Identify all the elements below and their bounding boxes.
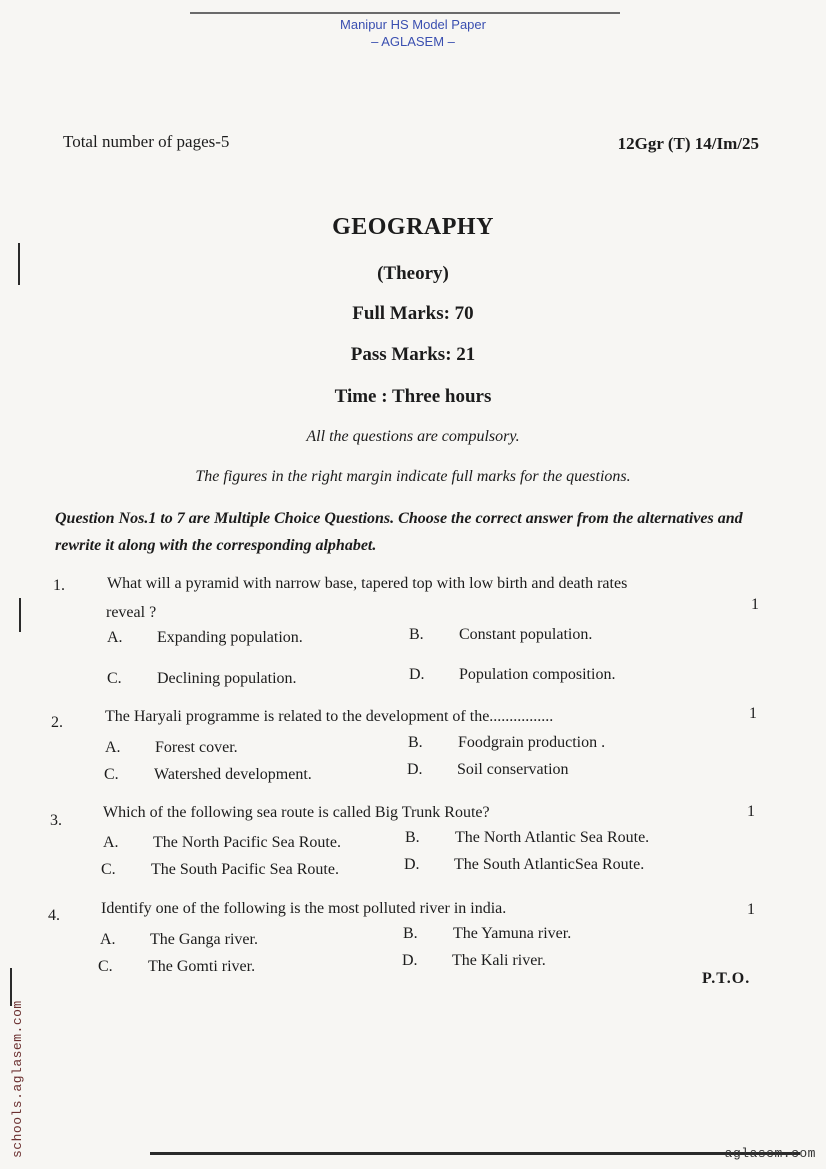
question-number: 2. — [51, 714, 63, 731]
question-text-cont: reveal ? — [106, 604, 157, 621]
option-a — [107, 629, 303, 647]
option-b — [408, 734, 605, 752]
option-text: The North Atlantic Sea Route. — [455, 829, 650, 846]
question-number: 3. — [50, 812, 62, 829]
option-label: D. — [407, 761, 423, 778]
option-c — [98, 958, 255, 976]
watermark-header — [0, 16, 826, 50]
option-label: A. — [100, 931, 116, 948]
option-label: A. — [103, 834, 119, 851]
option-c — [104, 766, 312, 784]
option-text: The Kali river. — [452, 952, 546, 969]
option-text: The North Pacific Sea Route. — [153, 834, 341, 851]
subject-title: GEOGRAPHY — [332, 214, 494, 240]
option-text: Population composition. — [459, 666, 616, 683]
question-text: Which of the following sea route is called Big Trunk Route? — [103, 804, 490, 821]
option-text: The South AtlanticSea Route. — [454, 856, 645, 873]
option-label: D. — [409, 666, 425, 683]
option-d — [402, 952, 546, 970]
option-label: A. — [107, 629, 123, 646]
option-a — [105, 739, 238, 757]
option-c — [107, 670, 297, 688]
option-text: The Yamuna river. — [453, 925, 572, 942]
question-number: 1. — [53, 577, 65, 594]
option-d — [409, 666, 615, 684]
scan-mark — [19, 598, 21, 632]
option-b — [403, 925, 571, 943]
option-label: C. — [98, 958, 113, 975]
option-d — [407, 761, 569, 779]
option-text: The Ganga river. — [150, 931, 258, 948]
watermark-line2: – AGLASEM – — [371, 34, 455, 49]
instruction-compulsory: All the questions are compulsory. — [306, 428, 520, 445]
option-text: Soil conservation — [457, 761, 569, 778]
option-label: A. — [105, 739, 121, 756]
question-marks: 1 — [747, 803, 755, 820]
option-label: C. — [107, 670, 122, 687]
option-a — [103, 834, 341, 852]
option-text: Watershed development. — [154, 766, 312, 783]
question-marks: 1 — [749, 705, 757, 722]
question-text: Identify one of the following is the most polluted river in india. — [101, 900, 507, 917]
option-text: Foodgrain production . — [458, 734, 606, 751]
time-allowed: Time : Three hours — [334, 386, 492, 407]
option-label: B. — [408, 734, 423, 751]
question-marks: 1 — [747, 901, 755, 918]
option-text: Expanding population. — [157, 629, 303, 646]
option-text: The South Pacific Sea Route. — [151, 861, 339, 878]
option-c — [101, 861, 339, 879]
paper-code: 12Ggr (T) 14/Im/25 — [617, 134, 759, 153]
question-number: 4. — [48, 907, 60, 924]
option-text: Declining population. — [157, 670, 297, 687]
scan-bottom-edge — [150, 1152, 800, 1155]
option-text: The Gomti river. — [148, 958, 256, 975]
option-label: B. — [403, 925, 418, 942]
question-marks: 1 — [751, 596, 759, 613]
option-label: C. — [101, 861, 116, 878]
option-label: B. — [405, 829, 420, 846]
watermark-side-url: schools.aglasem.com — [10, 1000, 25, 1158]
scan-top-edge — [190, 12, 620, 14]
watermark-footer-url: aglasem.com — [724, 1146, 816, 1161]
option-a — [100, 931, 258, 949]
option-text: Constant population. — [459, 626, 593, 643]
total-pages: Total number of pages-5 — [63, 132, 230, 151]
watermark-line1: Manipur HS Model Paper — [340, 17, 486, 32]
option-label: D. — [404, 856, 420, 873]
mcq-instruction: Question Nos.1 to 7 are Multiple Choice Questions. Choose the correct answer from the alternatives and rewrite it along with the corresponding alphabet. — [55, 510, 743, 554]
question-text: What will a pyramid with narrow base, tapered top with low birth and death rates — [107, 575, 628, 592]
option-text: Forest cover. — [155, 739, 238, 756]
option-b — [409, 626, 592, 644]
option-label: B. — [409, 626, 424, 643]
option-d — [404, 856, 644, 874]
full-marks: Full Marks: 70 — [352, 303, 474, 324]
option-label: C. — [104, 766, 119, 783]
please-turn-over: P.T.O. — [702, 970, 751, 987]
question-text: The Haryali programme is related to the development of the................ — [105, 708, 554, 725]
option-b — [405, 829, 649, 847]
option-label: D. — [402, 952, 418, 969]
paper-part: (Theory) — [377, 263, 449, 284]
pass-marks: Pass Marks: 21 — [350, 344, 476, 365]
instruction-margin: The figures in the right margin indicate full marks for the questions. — [195, 468, 631, 485]
